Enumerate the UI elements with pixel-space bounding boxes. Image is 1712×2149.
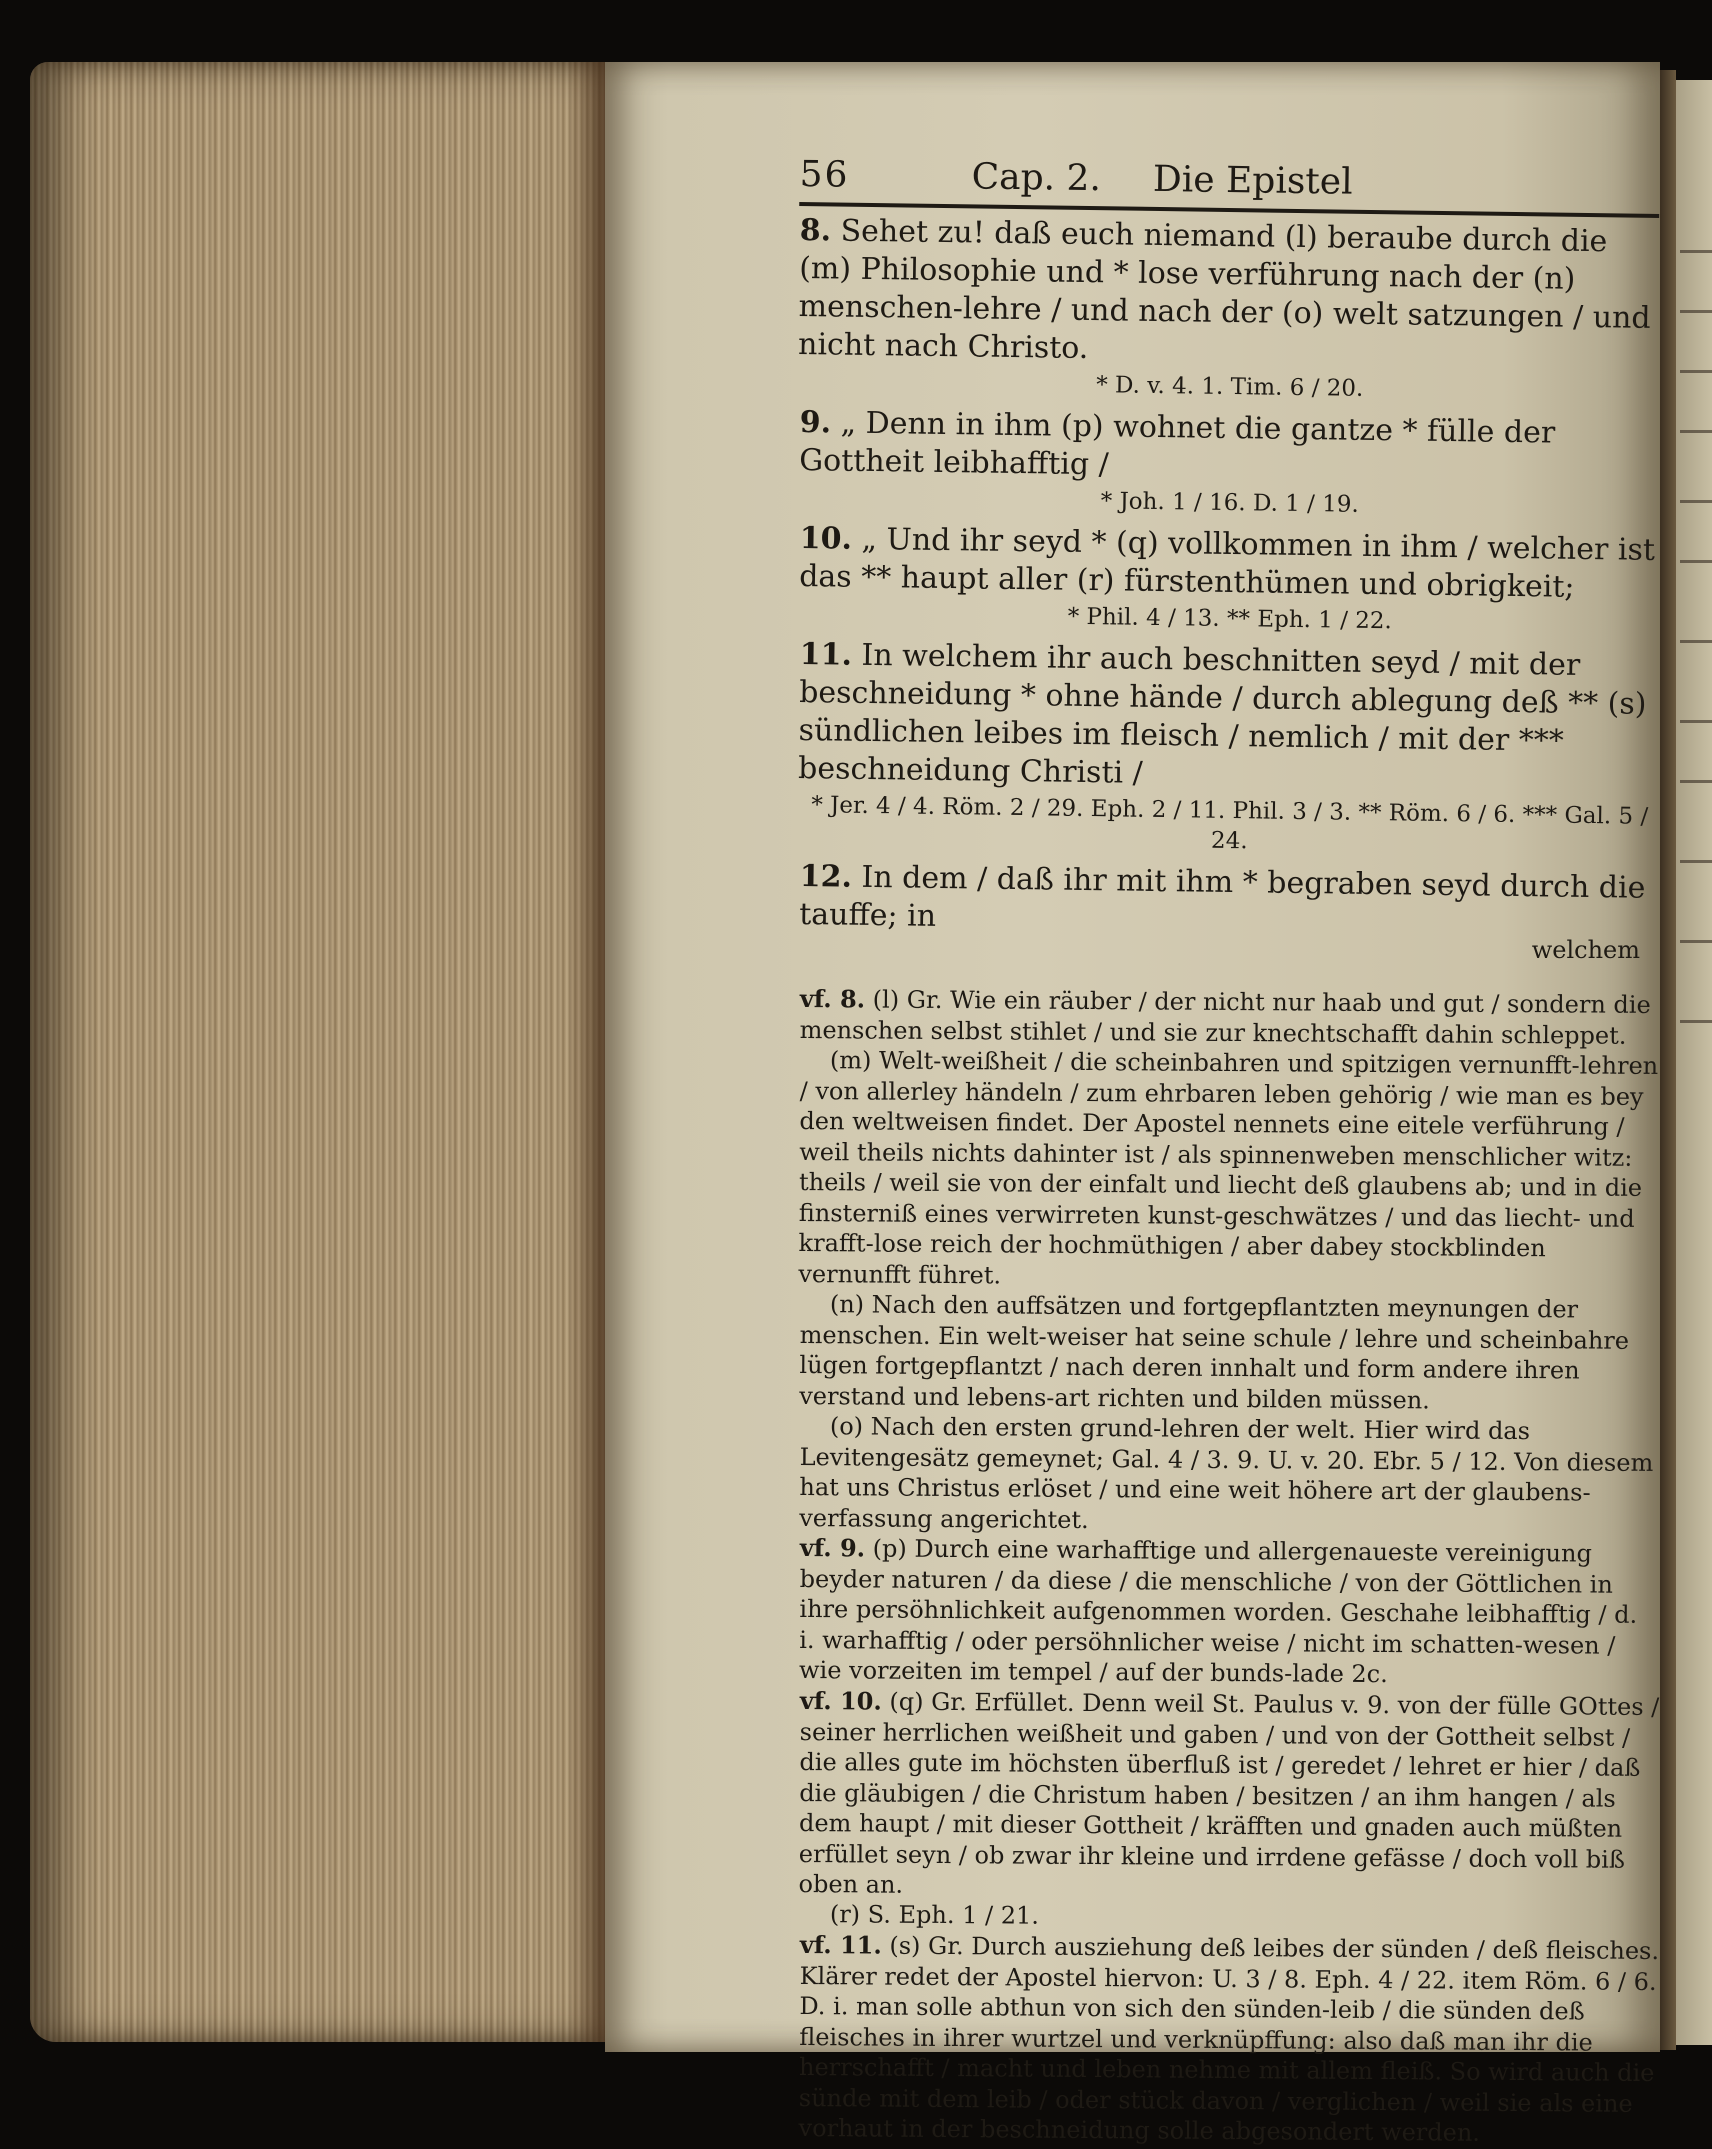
- note-text: (m) Welt-weißheit / die scheinbahren und spitzigen vernunfft-lehren / von allerley händeln / zum ehrbaren leben gehörig / wie man es bey den weltweisen findet. Der Apostel nennets eine eitele verführung / weil theils nichts dahinter ist / als spinnenweben menschlicher witz: theils / weil sie von der einfalt und liecht deß glaubens ab; und in die finsterniß eines verwirreten kunst-geschwätzes / und das liecht- und krafft-lose reich der hochmüthigen / aber dabey stockblinden vernunfft führet.: [798, 1046, 1659, 1289]
- note-text: (r) S. Eph. 1 / 21.: [829, 1900, 1040, 1930]
- note-text: (s) Gr. Durch ausziehung deß leibes der sünden / deß fleisches. Klärer redet der Apostel hiervon: U. 3 / 8. Eph. 4 / 22. item Röm. 6 / 6. D. i. man solle abthun von sich den sünden-leib / die sünden deß fleisches in ihrer wurtzel und verknüpffung: also daß man ihr die herrschafft / macht und leben nehme mit allem fleiß. So wird auch die sünde mit dem leib / oder stück davon / verglichen / weil sie als eine vorhaut in der beschneidung solle abgesondert werden.: [798, 1931, 1660, 2147]
- facing-text-fragment: [1680, 370, 1712, 373]
- page-header: [799, 150, 1660, 218]
- verse-text: „ Denn in ihm (p) wohnet die gantze * fülle der Gottheit leibhafftig /: [798, 405, 1556, 483]
- note-item: [799, 1930, 1660, 2149]
- facing-text-fragment: [1680, 720, 1712, 723]
- verse-reference: * D. v. 4. 1. Tim. 6 / 20.: [1095, 372, 1364, 402]
- verse-reference: * Phil. 4 / 13. ** Eph. 1 / 22.: [1067, 603, 1392, 635]
- running-title: Die Epistel: [1152, 158, 1353, 203]
- facing-text-fragment: [1680, 500, 1712, 503]
- verse-reference: * Joh. 1 / 16. D. 1 / 19.: [1100, 488, 1359, 518]
- facing-page-edge: [1676, 80, 1712, 2045]
- note-label: vf. 10.: [799, 1685, 882, 1716]
- note-item: [800, 984, 1660, 1051]
- verse-text: „ Und ihr seyd * (q) vollkommen in ihm / welcher ist das ** haupt aller (r) fürstenthümen und obrigkeit;: [798, 521, 1656, 605]
- note-text: (l) Gr. Wie ein räuber / der nicht nur haab und gut / sondern die menschen selbst stihlet / und sie zur knechtschafft dahin schleppet.: [799, 985, 1651, 1050]
- verse-8: [797, 212, 1660, 402]
- note-item: [799, 1411, 1660, 1539]
- verse-10: [798, 520, 1660, 635]
- facing-text-fragment: [1680, 940, 1712, 943]
- facing-text-fragment: [1680, 640, 1712, 643]
- verse-number: 9.: [799, 404, 832, 441]
- facing-text-fragment: [1680, 430, 1712, 433]
- facing-text-fragment: [1680, 1020, 1712, 1023]
- facing-text-fragment: [1680, 560, 1712, 563]
- note-item: [798, 1045, 1660, 1295]
- note-text: (q) Gr. Erfüllet. Denn weil St. Paulus v. 9. von der fülle GOttes / seiner herrlichen weißheit und gaben / und von der Gottheit selbst / die alles gute im höchsten überfluß ist / geredet / lehret er hier / daß die gläubigen / die Christum haben / besitzen / an ihm hangen / als dem haupt / mit dieser Gottheit / kräfften und gnaden auch müßten erfüllet seyn / ob zwar ihr kleine und irrdene gefässe / doch voll biß oben an.: [798, 1687, 1660, 1899]
- facing-text-fragment: [1680, 780, 1712, 783]
- verse-number: 11.: [799, 636, 853, 673]
- chapter-label: Cap. 2.: [971, 156, 1102, 200]
- verse-number: 8.: [799, 212, 832, 249]
- page-text: [797, 150, 1660, 2147]
- note-text: (p) Durch eine warhafftige und allergenaueste vereinigung beyder naturen / da diese / die menschliche / von der Göttlichen in ihre persöhnlichkeit aufgenommen worden. Geschahe leibhafftig / d. i. warhafftig / oder persöhnlicher weise / nicht im schatten-wesen / wie vorzeiten im tempel / auf der bunds-lade 2c.: [798, 1534, 1638, 1689]
- book-fore-edge: [30, 62, 605, 2042]
- note-text: (o) Nach den ersten grund-lehren der welt. Hier wird das Levitengesätz gemeynet; Gal. 4 / 3. 9. U. v. 20. Ebr. 5 / 12. Von diesem hat uns Christus erlöset / und eine weit höhere art der glaubens-verfassung angerichtet.: [799, 1412, 1654, 1534]
- catchword: welchem: [1531, 936, 1640, 964]
- verse-text: In welchem ihr auch beschnitten seyd / mit der beschneidung * ohne hände / durch ablegung deß ** (s) sündlichen leibes im fleisch / nemlich / mit der *** beschneidung Christi /: [797, 637, 1647, 791]
- verse-text: In dem / daß ihr mit ihm * begraben seyd durch die tauffe; in: [798, 859, 1646, 934]
- facing-text-fragment: [1680, 250, 1712, 253]
- page-number: 56: [799, 153, 850, 196]
- verse-number: 10.: [799, 520, 853, 557]
- note-item: [799, 1289, 1660, 1417]
- commentary-notes: [798, 984, 1660, 2147]
- verse-9: [798, 404, 1660, 518]
- verse-11: [797, 636, 1660, 855]
- note-item: [799, 1686, 1660, 1905]
- verse-12: [800, 858, 1660, 964]
- note-label: vf. 11.: [799, 1929, 882, 1960]
- facing-text-fragment: [1680, 860, 1712, 863]
- verse-number: 12.: [799, 858, 853, 895]
- note-label: vf. 9.: [799, 1533, 866, 1563]
- facing-text-fragment: [1680, 310, 1712, 313]
- note-label: vf. 8.: [799, 984, 866, 1014]
- verse-text: Sehet zu! daß euch niemand (l) beraube durch die (m) Philosophie und * lose verführung nach der (n) menschen-lehre / und nach der (o) welt satzungen / und nicht nach Christo.: [797, 213, 1651, 367]
- book-gutter: [1660, 70, 1676, 2050]
- note-text: (n) Nach den auffsätzen und fortgepflantzten meynungen der menschen. Ein welt-weiser hat seine schule / lehre und scheinbahre lügen fortgepflantzt / nach deren innhalt und form andere ihren verstand und lebens-art richten und bilden müssen.: [799, 1290, 1630, 1414]
- note-item: [799, 1533, 1660, 1692]
- verse-reference: * Jer. 4 / 4. Röm. 2 / 29. Eph. 2 / 11. Phil. 3 / 3. ** Röm. 6 / 6. *** Gal. 5 / 24.: [811, 792, 1649, 855]
